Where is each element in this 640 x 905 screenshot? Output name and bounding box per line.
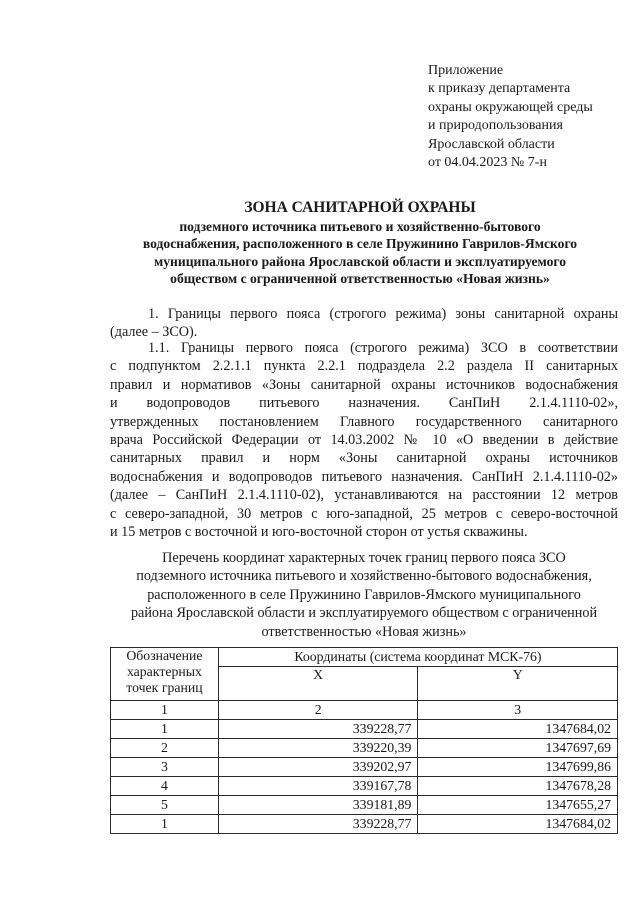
header-coords-cell: Координаты (система координат МСК-76) bbox=[218, 648, 617, 667]
table-cell: 2 bbox=[218, 701, 418, 720]
header-point-cell bbox=[111, 648, 219, 701]
paragraph-line: 1. Границы первого пояса (строгого режима) зоны санитарной охраны bbox=[148, 306, 618, 322]
header-point-line: Обозначение bbox=[126, 648, 203, 663]
table-header-row bbox=[111, 648, 618, 667]
caption-line: подземного источника питьевого и хозяйственно-бытового водоснабжения, bbox=[136, 568, 592, 585]
paragraph-line: с северо-западной, 30 метров с юго-западной, 25 метров с северо-восточной bbox=[110, 505, 618, 522]
appendix-note bbox=[428, 62, 593, 172]
paragraph-line: правил и нормативов «Зоны санитарной охраны источников водоснабжения bbox=[110, 376, 618, 393]
table-cell: 339220,39 bbox=[218, 739, 418, 758]
table-row bbox=[111, 815, 618, 834]
table-cell: 1347697,69 bbox=[418, 739, 618, 758]
table-cell: 1347684,02 bbox=[418, 720, 618, 739]
appendix-line: к приказу департамента bbox=[428, 81, 571, 97]
appendix-line: Ярославской области bbox=[428, 136, 555, 152]
table-caption bbox=[110, 549, 618, 641]
header-point-line: характерных bbox=[126, 664, 202, 679]
table-row bbox=[111, 720, 618, 739]
caption-line: Перечень координат характерных точек границ первого пояса ЗСО bbox=[162, 550, 566, 566]
paragraph-line: врача Российской Федерации от 14.03.2002 № 10 «О введении в действие bbox=[110, 431, 618, 448]
table-cell: 339167,78 bbox=[218, 777, 418, 796]
paragraph-line: (далее – СанПиН 2.1.4.1110-02), устанавливаются на расстоянии 12 метров bbox=[110, 487, 618, 504]
table-cell: 339181,89 bbox=[218, 796, 418, 815]
paragraph-line: и 15 метров с восточной и юго-восточной сторон от устья скважины. bbox=[110, 523, 528, 540]
paragraph-line: санитарных правил и норм «Зоны санитарной охраны источников bbox=[110, 450, 618, 467]
table-cell: 3 bbox=[418, 701, 618, 720]
table-cell: 339228,77 bbox=[218, 720, 418, 739]
paragraph-1-1 bbox=[110, 339, 618, 541]
coordinates-table bbox=[110, 647, 618, 834]
paragraph-line: водоснабжения и водопроводов питьевого назначения. СанПиН 2.1.4.1110-02» bbox=[110, 468, 618, 485]
caption-line: расположенного в селе Пружинино Гаврилов-Ямского муниципального bbox=[147, 586, 581, 603]
caption-line: района Ярославской области и эксплуатируемого обществом с ограниченной bbox=[130, 605, 598, 622]
table-cell: 5 bbox=[111, 796, 219, 815]
table-cell: 1347699,86 bbox=[418, 758, 618, 777]
table-cell: 339202,97 bbox=[218, 758, 418, 777]
table-cell: 4 bbox=[111, 777, 219, 796]
appendix-line: охраны окружающей среды bbox=[428, 99, 593, 115]
table-cell: 2 bbox=[111, 739, 219, 758]
table-row bbox=[111, 739, 618, 758]
subtitle-line: подземного источника питьевого и хозяйственно-бытового bbox=[179, 219, 541, 234]
paragraph-line: и водопроводов питьевого назначения. СанПиН 2.1.4.1110-02», bbox=[110, 395, 618, 412]
table-cell: 1 bbox=[111, 720, 219, 739]
table-cell: 1347678,28 bbox=[418, 777, 618, 796]
paragraph-1 bbox=[110, 305, 618, 342]
table-cell: 1347655,27 bbox=[418, 796, 618, 815]
table-row bbox=[111, 777, 618, 796]
paragraph-line: (далее – ЗСО). bbox=[110, 324, 198, 341]
paragraph-line: с подпунктом 2.2.1.1 пункта 2.2.1 подраздела 2.2 раздела II санитарных bbox=[110, 358, 618, 375]
table-cell: 1 bbox=[111, 815, 219, 834]
paragraph-line: утвержденных постановлением Главного государственного санитарного bbox=[110, 413, 618, 430]
table-cell: 1347684,02 bbox=[418, 815, 618, 834]
header-y-cell: Y bbox=[418, 667, 618, 701]
table-index-row bbox=[111, 701, 618, 720]
subtitle-line: обществом с ограниченной ответственностью «Новая жизнь» bbox=[170, 270, 550, 286]
table-cell: 339228,77 bbox=[218, 815, 418, 834]
table-cell: 1 bbox=[111, 701, 219, 720]
document-title: ЗОНА САНИТАРНОЙ ОХРАНЫ bbox=[244, 199, 476, 216]
table-row bbox=[111, 758, 618, 777]
document-subtitle bbox=[100, 218, 620, 287]
header-point-line: точек границ bbox=[126, 680, 203, 695]
header-x-cell: X bbox=[218, 667, 418, 701]
appendix-line: Приложение bbox=[428, 63, 504, 78]
table-row bbox=[111, 796, 618, 815]
subtitle-line: муниципального района Ярославской области и эксплуатируемого bbox=[153, 253, 567, 269]
caption-line: ответственностью «Новая жизнь» bbox=[261, 623, 467, 640]
subtitle-line: водоснабжения, расположенного в селе Пружинино Гаврилов-Ямского bbox=[142, 236, 578, 252]
paragraph-line: 1.1. Границы первого пояса (строгого режима) ЗСО в соответствии bbox=[148, 340, 618, 356]
appendix-line: и природопользования bbox=[428, 118, 563, 134]
table-cell: 3 bbox=[111, 758, 219, 777]
appendix-line: от 04.04.2023 № 7-н bbox=[428, 155, 547, 171]
